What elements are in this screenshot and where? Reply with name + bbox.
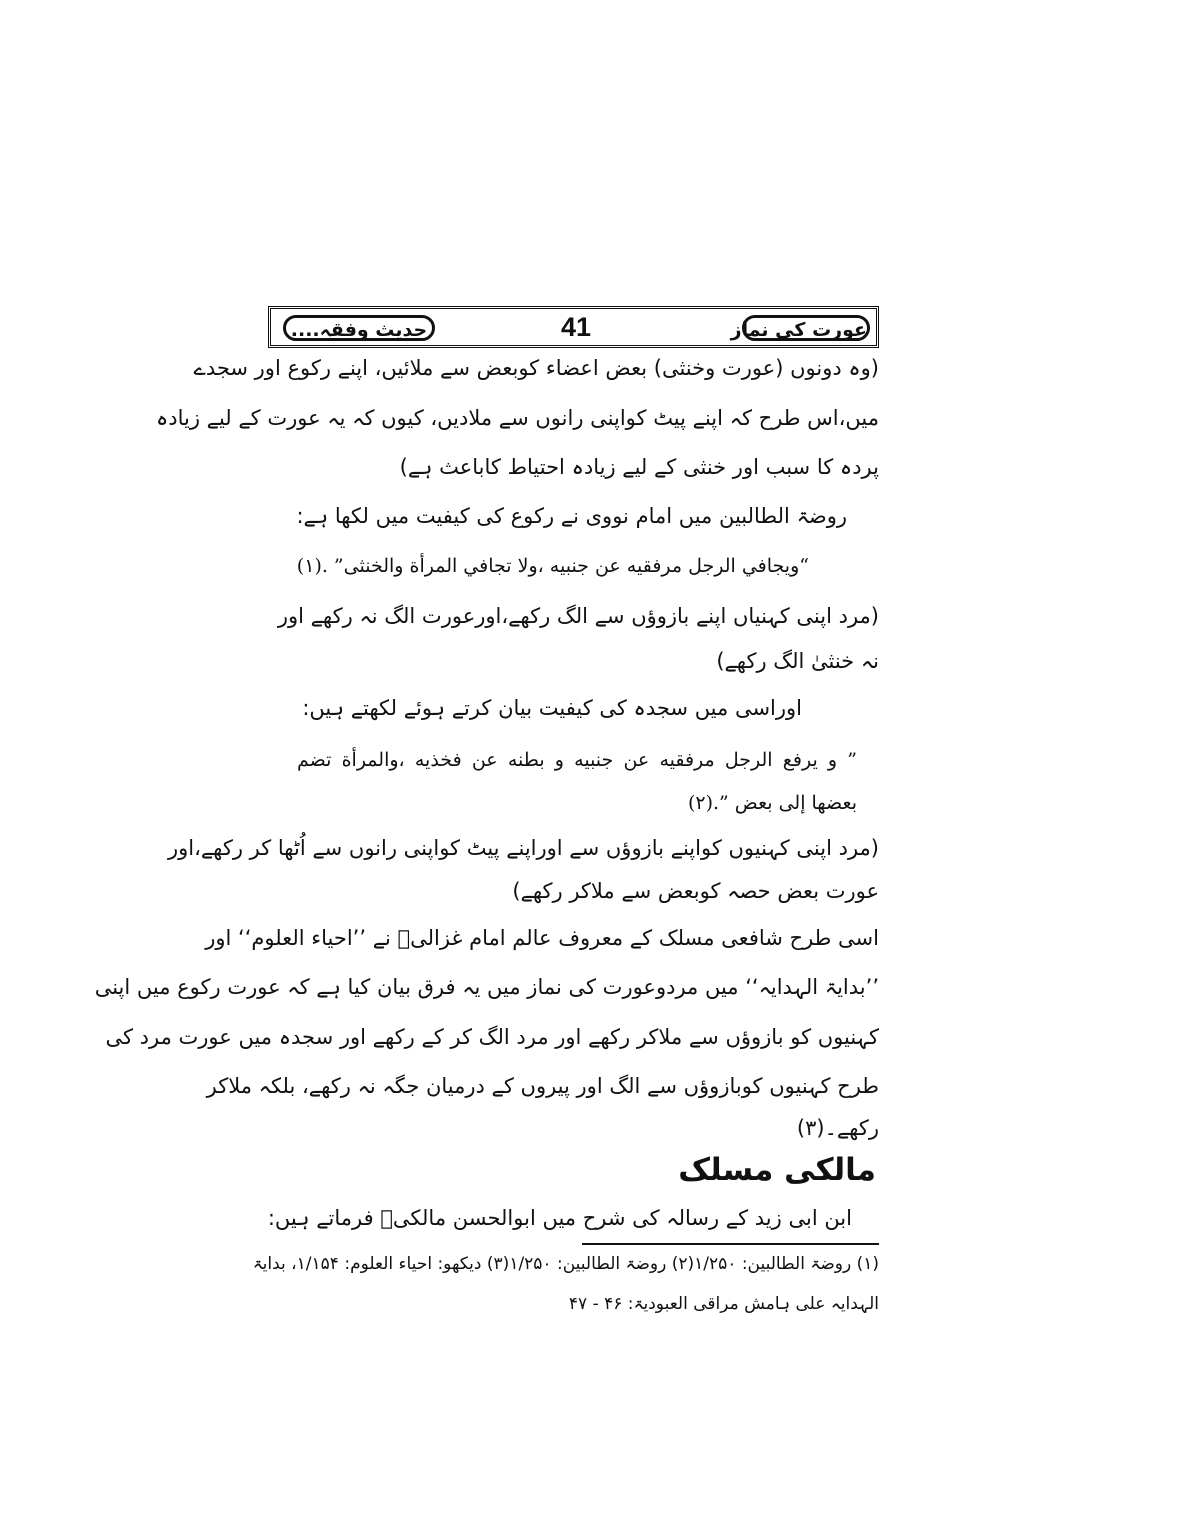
section-title: حدیث وفقہ.... [283, 315, 435, 341]
page-header [268, 306, 879, 348]
body-line-12: عورت بعض حصہ کوبعض سے ملاکر رکھے) [512, 879, 879, 903]
body-line-8: اوراسی میں سجدہ کی کیفیت بیان کرتے ہوئے لکھتے ہیں: [302, 696, 802, 720]
body-line-16: طرح کہنیوں کوبازوؤں سے الگ اور پیروں کے درمیان جگہ نہ رکھے، بلکہ ملاکر [206, 1074, 879, 1098]
footnote-line-1: (۱) روضۃ الطالبین: ۱/۲۵۰(۲) روضۃ الطالبین: ۱/۲۵۰(۳) دیکھو: احیاء العلوم: ۱/۱۵۴، بدایۃ [252, 1254, 879, 1274]
body-line-11: (مرد اپنی کہنیوں کواپنے بازوؤں سے اوراپنے پیٹ کواپنی رانوں سے اُٹھا کر رکھے،اور [167, 836, 879, 860]
body-line-1: (وہ دونوں (عورت وخنثی) بعض اعضاء کوبعض سے ملائیں، اپنے رکوع اور سجدے [193, 356, 879, 380]
body-line-14: ’’بدایۃ الہدایہ‘‘ میں مردوعورت کی نماز میں یہ فرق بیان کیا ہے کہ عورت رکوع میں اپنی [94, 975, 879, 999]
section-heading: مالکی مسلک [678, 1152, 876, 1188]
arabic-quote-2a: ” و يرفع الرجل مرفقيه عن جنبيه و بطنه عن فخذيه ،والمرأة تضم [297, 749, 857, 771]
body-line-2: میں،اس طرح کہ اپنے پیٹ کواپنی رانوں سے ملادیں، کیوں کہ یہ عورت کے لیے زیادہ [155, 406, 879, 430]
body-line-15: کہنیوں کو بازوؤں سے ملاکر رکھے اور مرد الگ کر کے رکھے اور سجدہ میں عورت مرد کی [105, 1025, 879, 1049]
body-line-13: اسی طرح شافعی مسلک کے معروف عالم امام غزالیؒ نے ’’احیاء العلوم‘‘ اور [205, 926, 879, 950]
arabic-quote-2b: بعضها إلى بعض ”.(۲) [687, 792, 857, 814]
footnote-line-2: الہدایہ علی ہامش مراقی العبودیۃ: ۴۶ - ۴۷ [568, 1294, 879, 1314]
body-line-4: روضۃ الطالبین میں امام نووی نے رکوع کی کیفیت میں لکھا ہے: [296, 504, 847, 528]
body-line-17: رکھے۔(۳) [796, 1116, 879, 1140]
book-title: عورت کی نماز [742, 315, 870, 341]
body-line-3: پردہ کا سبب اور خنثی کے لیے زیادہ احتیاط کاباعث ہے) [399, 455, 879, 479]
arabic-quote-1: “ویجافي الرجل مرفقيه عن جنبيه ،ولا تجافي المرأة والخنثى” .(۱) [296, 555, 809, 577]
body-line-6: (مرد اپنی کہنیاں اپنے بازوؤں سے الگ رکھے،اورعورت الگ نہ رکھے اور [277, 604, 879, 628]
intro-line: ابن ابی زید کے رسالہ کی شرح میں ابوالحسن مالکیؒ فرماتے ہیں: [267, 1206, 852, 1230]
footnote-divider [582, 1243, 879, 1245]
body-line-7: نہ خنثیٰ الگ رکھے) [716, 649, 879, 673]
page-number: 41 [560, 312, 592, 342]
